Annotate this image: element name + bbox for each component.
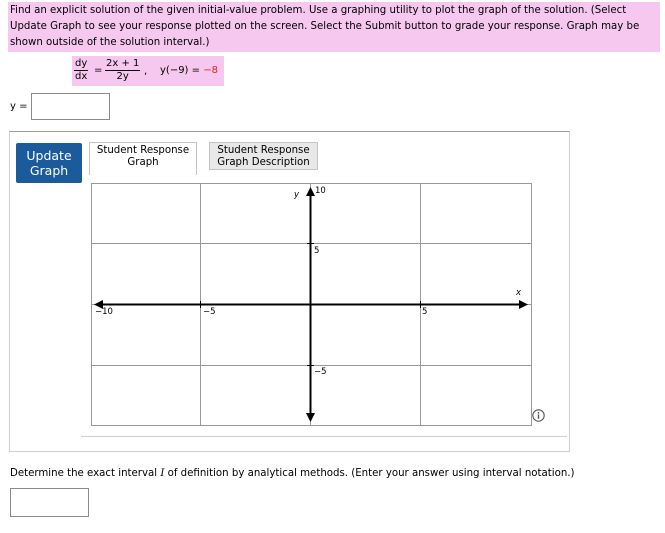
y-axis-label: y — [294, 190, 300, 200]
interval-answer-input[interactable] — [10, 488, 89, 517]
rhs-fraction — [105, 58, 140, 83]
panel-divider — [81, 436, 567, 437]
problem-statement — [8, 2, 660, 52]
equals-sign: = — [94, 65, 103, 76]
y-answer-input[interactable] — [31, 93, 110, 120]
initial-condition-prefix: y(−9) = — [160, 65, 204, 76]
y-answer-label: y = — [10, 101, 28, 112]
response-graph[interactable] — [91, 183, 532, 426]
differential-equation — [72, 56, 224, 86]
y-tick-label-neg5: −5 — [314, 367, 327, 377]
update-graph-button[interactable] — [16, 143, 82, 183]
equation-comma: , — [144, 66, 148, 77]
interval-symbol: I — [160, 468, 165, 479]
dy-numerator: dy — [75, 58, 88, 69]
y-tick-label-5: 5 — [314, 246, 320, 256]
initial-condition — [160, 65, 218, 76]
tab-student-response-graph[interactable]: Student Response Graph — [89, 142, 197, 175]
rhs-numerator: 2x + 1 — [106, 58, 140, 69]
initial-condition-value: −8 — [203, 65, 218, 76]
x-axis-label: x — [516, 288, 522, 298]
update-graph-line2: Graph — [29, 163, 69, 178]
dy-dx-fraction — [74, 58, 88, 83]
x-tick-label-neg5: −5 — [203, 307, 216, 317]
update-graph-line1: Update — [26, 148, 72, 163]
x-tick-label-5: 5 — [422, 307, 428, 317]
info-icon[interactable] — [532, 409, 545, 422]
x-tick-label-neg10: −10 — [95, 307, 113, 317]
tab-student-response-graph-description[interactable]: Student Response Graph Description — [209, 142, 318, 170]
interval-question: Determine the exact interval I of definition by analytical methods. (Enter your answer using interval notation.) — [10, 468, 575, 479]
problem-text: Find an explicit solution of the given initial-value problem. Use a graphing utility to plot the graph of the solution. (Select Update Graph to see your response plotted on the screen. Select the Submit button to grade your response. Graph may be shown outside of the solution interval.) — [10, 5, 640, 48]
rhs-denominator: 2y — [116, 71, 129, 82]
dx-denominator: dx — [75, 71, 88, 82]
y-tick-label-10: 10 — [315, 186, 326, 196]
